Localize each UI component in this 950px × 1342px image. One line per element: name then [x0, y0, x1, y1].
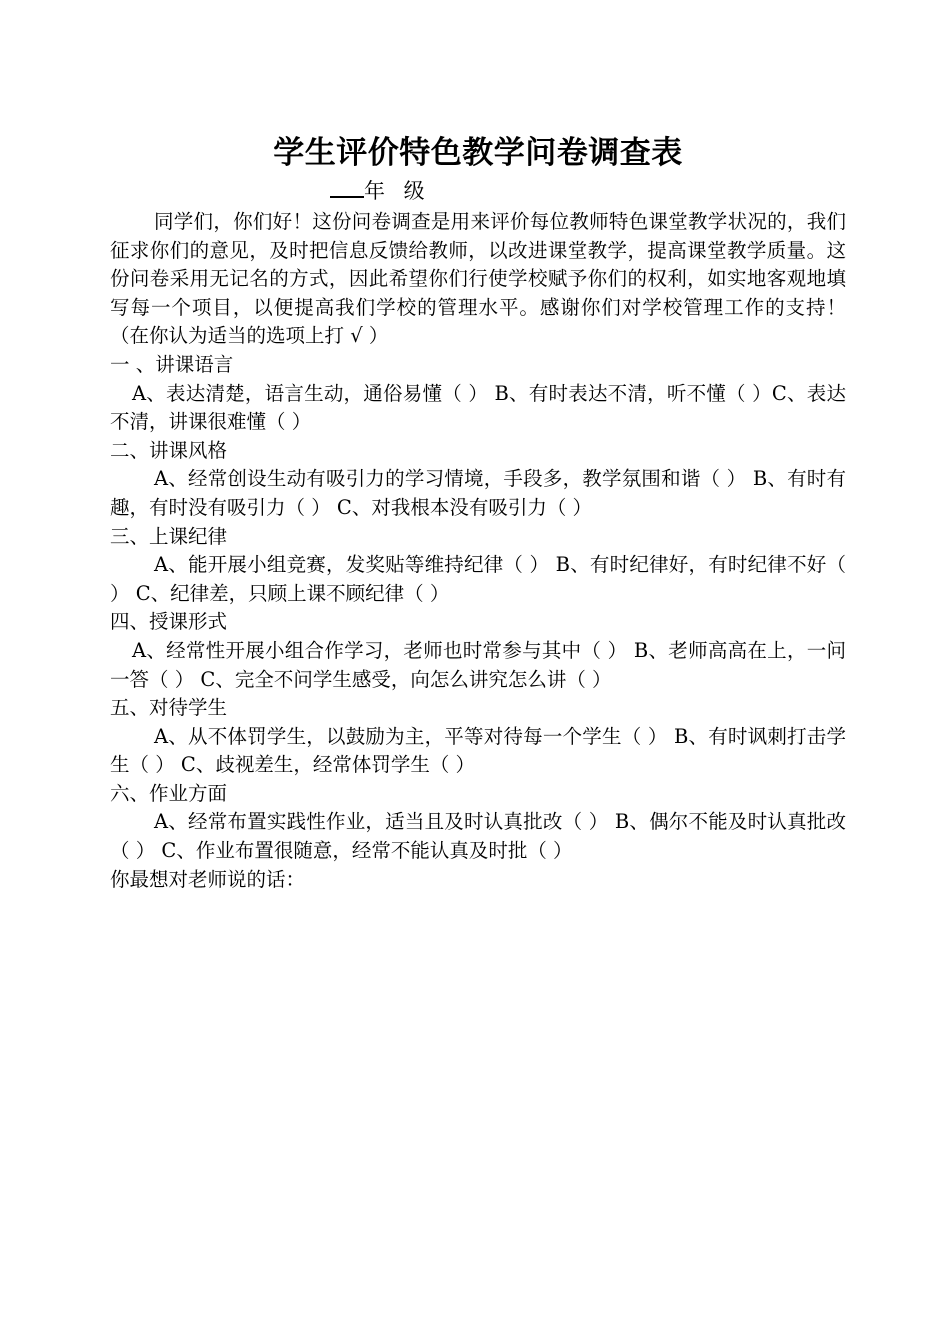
section-heading-homework: 六、作业方面	[110, 781, 228, 805]
section-options-format: A、经常性开展小组合作学习，老师也时常参与其中（ ） B、老师高高在上，一问一答（ ） C、完全不问学生感受，向怎么讲究怎么讲（ ）	[110, 638, 846, 691]
intro-paragraph: 同学们，你们好！这份问卷调查是用来评价每位教师特色课堂教学状况的，我们征求你们的意见，及时把信息反馈给教师，以改进课堂教学，提高课堂教学质量。这份问卷采用无记名的方式，因此希望你们行使学校赋予你们的权利，如实地客观地填写每一个项目，以便提高我们学校的管理水平。感谢你们对学校管理工作的支持！（在你认为适当的选项上打 √ ）	[110, 210, 846, 348]
grade-label: 年 级	[364, 179, 431, 203]
section-heading-style: 二、讲课风格	[110, 438, 228, 462]
section-options-language: A、表达清楚，语言生动，通俗易懂（ ） B、有时表达不清，听不懂（ ）C、表达不清，讲课很难懂（ ）	[110, 381, 846, 434]
grade-line	[330, 176, 846, 208]
section-options-homework: A、经常布置实践性作业，适当且及时认真批改（ ） B、偶尔不能及时认真批改（ ） C、作业布置很随意，经常不能认真及时批（ ）	[110, 810, 846, 863]
document-title: 学生评价特色教学问卷调查表	[273, 135, 683, 171]
grade-blank[interactable]	[330, 176, 364, 198]
closing-prompt: 你最想对老师说的话：	[110, 867, 306, 891]
section-options-style: A、经常创设生动有吸引力的学习情境，手段多，教学氛围和谐（ ） B、有时有趣，有时没有吸引力（ ） C、对我根本没有吸引力（ ）	[110, 467, 846, 519]
section-heading-format: 四、授课形式	[110, 610, 228, 634]
section-heading-discipline: 三、上课纪律	[110, 524, 228, 548]
section-heading-language: 一 、讲课语言	[110, 352, 234, 376]
section-options-treatment: A、从不体罚学生，以鼓励为主，平等对待每一个学生（ ） B、有时讽刺打击学生（ ） C、歧视差生，经常体罚学生（ ）	[110, 724, 846, 777]
section-options-discipline: A、能开展小组竞赛，发奖贴等维持纪律（ ） B、有时纪律好，有时纪律不好（ ） C、纪律差，只顾上课不顾纪律（ ）	[110, 553, 846, 605]
questionnaire-page	[110, 130, 846, 894]
section-heading-treatment: 五、对待学生	[110, 696, 228, 720]
